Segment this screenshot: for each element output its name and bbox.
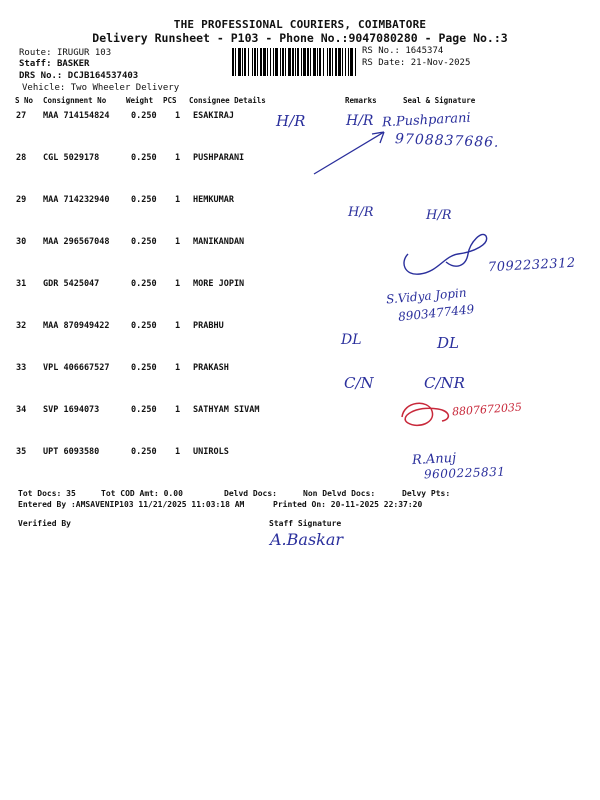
signature-scribble bbox=[398, 232, 493, 280]
row-sno: 34 bbox=[16, 405, 27, 415]
handwritten-remark: H/R bbox=[276, 112, 306, 130]
row-consignment: CGL 5029178 bbox=[43, 153, 100, 163]
handwritten-remark: DL bbox=[341, 332, 362, 348]
entered-by: Entered By :AMSAVENIP103 11/21/2025 11:03:18 AM bbox=[18, 500, 245, 509]
delivered-docs: Delvd Docs: bbox=[224, 489, 277, 498]
verified-by: Verified By bbox=[18, 519, 71, 528]
handwritten-seal: C/NR bbox=[424, 374, 465, 392]
row-sno: 30 bbox=[16, 237, 27, 247]
handwritten-seal: DL bbox=[437, 334, 459, 352]
staff-signature-label: Staff Signature bbox=[269, 519, 342, 528]
row-consignment: VPL 406667527 bbox=[43, 363, 110, 373]
col-seal-signature: Seal & Signature bbox=[403, 96, 476, 105]
row-weight: 0.250 bbox=[131, 447, 157, 457]
row-weight: 0.250 bbox=[131, 153, 157, 163]
row-consignee: UNIROLS bbox=[193, 447, 229, 457]
row-pcs: 1 bbox=[175, 237, 181, 247]
col-sno: S No bbox=[15, 96, 34, 105]
row-consignment: MAA 870949422 bbox=[43, 321, 110, 331]
drs-line bbox=[19, 71, 138, 81]
handwritten-seal: H/R bbox=[426, 208, 452, 223]
row-consignee: PRABHU bbox=[193, 321, 224, 331]
table-row bbox=[0, 195, 600, 209]
signature-scribble-red bbox=[398, 397, 456, 431]
printed-on: Printed On: 20-11-2025 22:37:20 bbox=[273, 500, 423, 509]
route-label: Route: bbox=[19, 48, 52, 58]
col-remarks: Remarks bbox=[345, 96, 377, 105]
col-weight: Weight bbox=[126, 96, 154, 105]
rs-number: RS No.: 1645374 bbox=[362, 46, 444, 56]
handwritten-recipient-name: R.Pushparani bbox=[381, 110, 471, 131]
delivery-points: Delvy Pts: bbox=[402, 489, 451, 498]
row-sno: 27 bbox=[16, 111, 27, 121]
handwritten-remark: C/N bbox=[344, 374, 374, 392]
arrow-stroke bbox=[312, 128, 392, 178]
row-weight: 0.250 bbox=[131, 405, 157, 415]
row-consignee: PUSHPARANI bbox=[193, 153, 245, 163]
row-weight: 0.250 bbox=[131, 321, 157, 331]
staff-value: BASKER bbox=[56, 59, 90, 69]
row-pcs: 1 bbox=[175, 321, 181, 331]
handwritten-phone: 8903477449 bbox=[397, 302, 475, 324]
handwritten-phone: 7092232312 bbox=[487, 255, 577, 276]
runsheet-title: THE PROFESSIONAL COURIERS, COIMBATORE bbox=[173, 18, 427, 31]
total-docs: Tot Docs: 35 bbox=[18, 489, 76, 498]
row-consignee: MANIKANDAN bbox=[193, 237, 245, 247]
staff-label: Staff: bbox=[19, 59, 52, 69]
row-pcs: 1 bbox=[175, 363, 181, 373]
staff-signature: A.Baskar bbox=[270, 530, 344, 549]
row-consignment: GDR 5425047 bbox=[43, 279, 100, 289]
row-pcs: 1 bbox=[175, 195, 181, 205]
row-consignment: UPT 6093580 bbox=[43, 447, 100, 457]
table-row bbox=[0, 237, 600, 251]
drs-label: DRS No.: bbox=[19, 71, 63, 81]
table-row bbox=[0, 321, 600, 335]
row-consignee: MORE JOPIN bbox=[193, 279, 245, 289]
rs-date: RS Date: 21-Nov-2025 bbox=[362, 58, 471, 68]
row-consignment: MAA 296567048 bbox=[43, 237, 110, 247]
row-consignee: HEMKUMAR bbox=[193, 195, 234, 205]
handwritten-recipient-name: R.Anuj bbox=[411, 450, 457, 469]
row-consignee: SATHYAM SIVAM bbox=[193, 405, 260, 415]
row-sno: 33 bbox=[16, 363, 27, 373]
handwritten-phone: 8807672035 bbox=[451, 400, 523, 419]
drs-value: DCJB164537403 bbox=[67, 71, 139, 81]
row-sno: 35 bbox=[16, 447, 27, 457]
handwritten-phone: 9708837686. bbox=[394, 131, 500, 151]
vehicle-line: Vehicle: Two Wheeler Delivery bbox=[22, 83, 180, 93]
handwritten-phone: 9600225831 bbox=[423, 464, 506, 482]
col-pcs: PCS bbox=[163, 96, 177, 105]
handwritten-remark: H/R bbox=[348, 205, 374, 220]
handwritten-remark: H/R bbox=[346, 113, 374, 129]
runsheet-subtitle: Delivery Runsheet - P103 - Phone No.:9047080280 - Page No.:3 bbox=[92, 31, 508, 45]
staff-line bbox=[19, 59, 89, 69]
row-weight: 0.250 bbox=[131, 111, 157, 121]
row-consignment: MAA 714232940 bbox=[43, 195, 110, 205]
row-consignment: MAA 714154824 bbox=[43, 111, 110, 121]
row-sno: 28 bbox=[16, 153, 27, 163]
total-cod-amount: Tot COD Amt: 0.00 bbox=[101, 489, 183, 498]
row-consignee: PRAKASH bbox=[193, 363, 229, 373]
col-consignee: Consignee Details bbox=[189, 96, 266, 105]
row-pcs: 1 bbox=[175, 153, 181, 163]
row-sno: 29 bbox=[16, 195, 27, 205]
row-consignment: SVP 1694073 bbox=[43, 405, 100, 415]
col-consignment: Consignment No bbox=[43, 96, 107, 105]
table-row bbox=[0, 363, 600, 377]
row-weight: 0.250 bbox=[131, 363, 157, 373]
row-weight: 0.250 bbox=[131, 195, 157, 205]
table-row bbox=[0, 279, 600, 293]
row-consignee: ESAKIRAJ bbox=[193, 111, 234, 121]
row-sno: 32 bbox=[16, 321, 27, 331]
barcode bbox=[232, 48, 357, 76]
route-line bbox=[19, 48, 111, 58]
row-pcs: 1 bbox=[175, 279, 181, 289]
table-row bbox=[0, 153, 600, 167]
handwritten-recipient-name: S.Vidya Jopin bbox=[385, 285, 468, 307]
non-delivered-docs: Non Delvd Docs: bbox=[303, 489, 376, 498]
row-pcs: 1 bbox=[175, 111, 181, 121]
table-row bbox=[0, 447, 600, 461]
row-weight: 0.250 bbox=[131, 237, 157, 247]
row-pcs: 1 bbox=[175, 405, 181, 415]
row-weight: 0.250 bbox=[131, 279, 157, 289]
route-value: IRUGUR 103 bbox=[56, 48, 112, 58]
row-pcs: 1 bbox=[175, 447, 181, 457]
row-sno: 31 bbox=[16, 279, 27, 289]
